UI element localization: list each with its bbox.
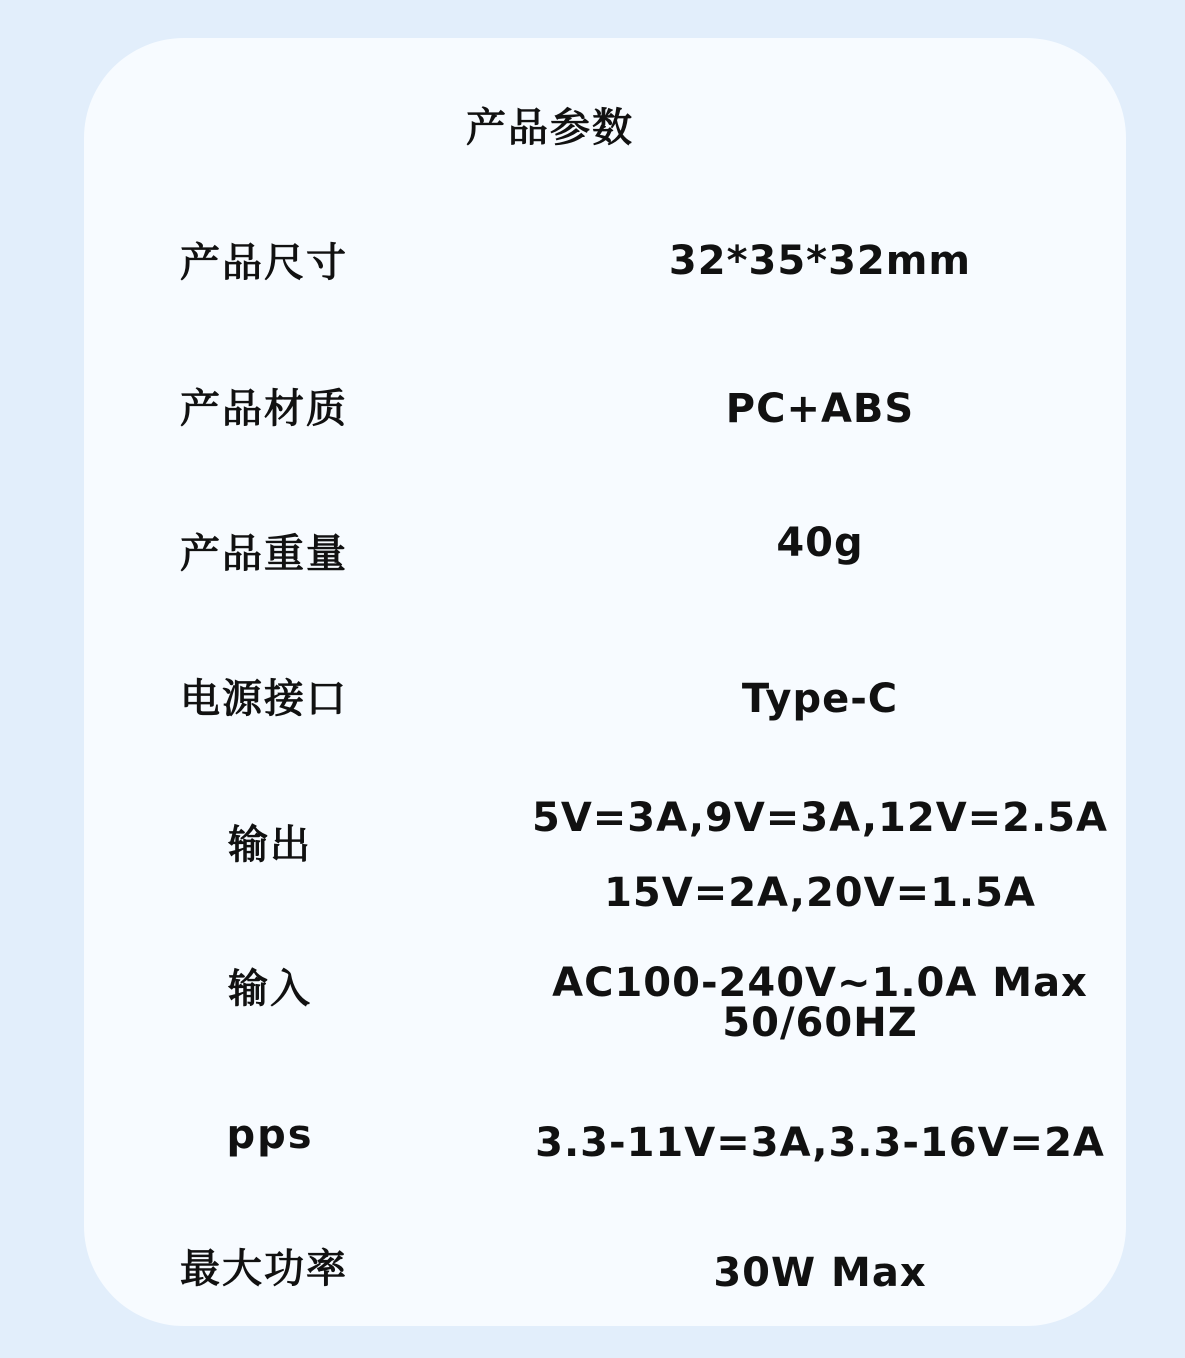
value-output-line1: 5V=3A,9V=3A,12V=2.5A <box>531 795 1108 841</box>
value-power-port: Type-C <box>741 676 899 722</box>
value-max-power: 30W Max <box>713 1250 927 1296</box>
value-pps: 3.3-11V=3A,3.3-16V=2A <box>535 1120 1105 1166</box>
label-output: 输出 <box>228 822 312 868</box>
page-title: 产品参数 <box>466 105 634 151</box>
label-size: 产品尺寸 <box>180 240 348 286</box>
value-input-line2: 50/60HZ <box>722 1000 918 1046</box>
value-output-line2: 15V=2A,20V=1.5A <box>604 870 1036 916</box>
label-input: 输入 <box>228 966 312 1012</box>
label-max-power: 最大功率 <box>180 1246 348 1292</box>
value-size: 32*35*32mm <box>668 238 972 284</box>
label-pps: pps <box>226 1112 314 1158</box>
label-power-port: 电源接口 <box>180 676 348 722</box>
value-input-line1: AC100-240V~1.0A Max <box>552 960 1088 1006</box>
label-weight: 产品重量 <box>180 531 348 577</box>
label-material: 产品材质 <box>180 386 348 432</box>
value-weight: 40g <box>776 520 864 566</box>
value-material: PC+ABS <box>725 386 915 432</box>
